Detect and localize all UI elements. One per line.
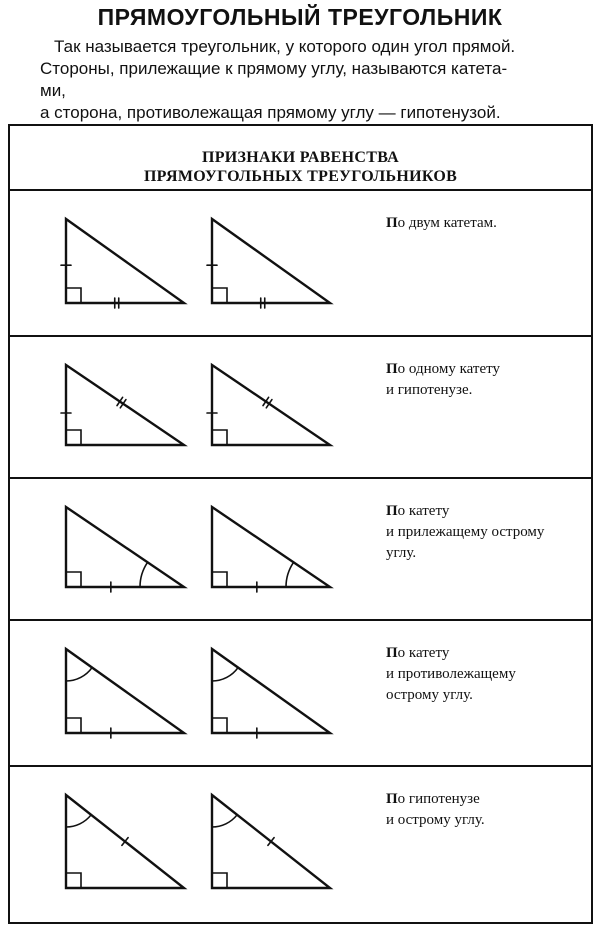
criteria-row bbox=[10, 191, 591, 337]
triangle-outline bbox=[212, 219, 330, 303]
table-header-line: ПРЯМОУГОЛЬНЫХ ТРЕУГОЛЬНИКОВ bbox=[143, 168, 458, 185]
intro-line: Так называется треугольник, у которого один угол прямой. bbox=[54, 37, 516, 56]
criteria-row bbox=[10, 479, 591, 621]
right-triangle bbox=[66, 649, 184, 738]
right-triangle bbox=[212, 649, 330, 738]
criterion-line: и противолежащему bbox=[386, 666, 516, 682]
angle-arc bbox=[140, 562, 148, 587]
right-angle-mark bbox=[212, 873, 227, 888]
triangle-pair-figure bbox=[10, 479, 370, 621]
right-triangle bbox=[66, 795, 184, 888]
criterion-line: По катету bbox=[386, 503, 450, 519]
right-angle-mark bbox=[66, 572, 81, 587]
triangle-outline bbox=[66, 507, 184, 587]
criterion-line: По двум катетам. bbox=[386, 215, 497, 231]
angle-arc bbox=[212, 668, 238, 681]
intro-line: Стороны, прилежащие к прямому углу, называются катета- bbox=[40, 59, 508, 78]
right-triangle bbox=[61, 219, 184, 308]
criterion-text bbox=[386, 213, 497, 234]
triangle-outline bbox=[212, 649, 330, 733]
right-angle-mark bbox=[212, 718, 227, 733]
table-header-line: ПРИЗНАКИ РАВЕНСТВА bbox=[201, 149, 400, 166]
criterion-line: острому углу. bbox=[386, 687, 473, 703]
right-triangle bbox=[212, 507, 330, 592]
right-triangle bbox=[61, 365, 184, 445]
page-title: ПРЯМОУГОЛЬНЫЙ ТРЕУГОЛЬНИК bbox=[97, 4, 503, 30]
right-angle-mark bbox=[66, 430, 81, 445]
criteria-row bbox=[10, 337, 591, 479]
triangle-outline bbox=[66, 649, 184, 733]
criterion-line: углу. bbox=[386, 545, 417, 561]
right-angle-mark bbox=[66, 718, 81, 733]
right-angle-mark bbox=[212, 572, 227, 587]
criterion-line: По гипотенузе bbox=[386, 791, 480, 807]
triangle-pair-figure bbox=[10, 767, 370, 922]
angle-arc bbox=[66, 815, 91, 827]
intro-text bbox=[40, 36, 585, 124]
criterion-text bbox=[386, 643, 516, 706]
right-angle-mark bbox=[212, 288, 227, 303]
triangle-pair-figure bbox=[10, 191, 370, 337]
criteria-row bbox=[10, 621, 591, 767]
right-triangle bbox=[207, 365, 330, 445]
criterion-text bbox=[386, 789, 485, 831]
criterion-line: По одному катету bbox=[386, 361, 501, 377]
criterion-line: и острому углу. bbox=[386, 812, 485, 828]
table-header bbox=[10, 126, 591, 191]
criteria-row bbox=[10, 767, 591, 922]
angle-arc bbox=[212, 815, 237, 827]
triangle-pair-figure bbox=[10, 621, 370, 767]
angle-arc bbox=[66, 668, 92, 681]
criterion-text bbox=[386, 501, 544, 564]
right-triangle bbox=[207, 219, 330, 308]
criterion-line: и прилежащему острому bbox=[386, 524, 545, 540]
right-angle-mark bbox=[212, 430, 227, 445]
triangle-outline bbox=[66, 219, 184, 303]
criterion-text bbox=[386, 359, 500, 401]
right-angle-mark bbox=[66, 873, 81, 888]
criterion-line: По катету bbox=[386, 645, 450, 661]
triangle-pair-figure bbox=[10, 337, 370, 479]
criteria-table bbox=[8, 124, 593, 924]
triangle-outline bbox=[212, 507, 330, 587]
right-triangle bbox=[66, 507, 184, 592]
triangle-outline bbox=[212, 365, 330, 445]
right-triangle bbox=[212, 795, 330, 888]
intro-line: а сторона, противолежащая прямому углу — гипотенузой. bbox=[40, 103, 501, 122]
criterion-line: и гипотенузе. bbox=[386, 382, 473, 398]
right-angle-mark bbox=[66, 288, 81, 303]
intro-line: ми, bbox=[40, 81, 66, 100]
triangle-outline bbox=[66, 365, 184, 445]
angle-arc bbox=[286, 562, 294, 587]
